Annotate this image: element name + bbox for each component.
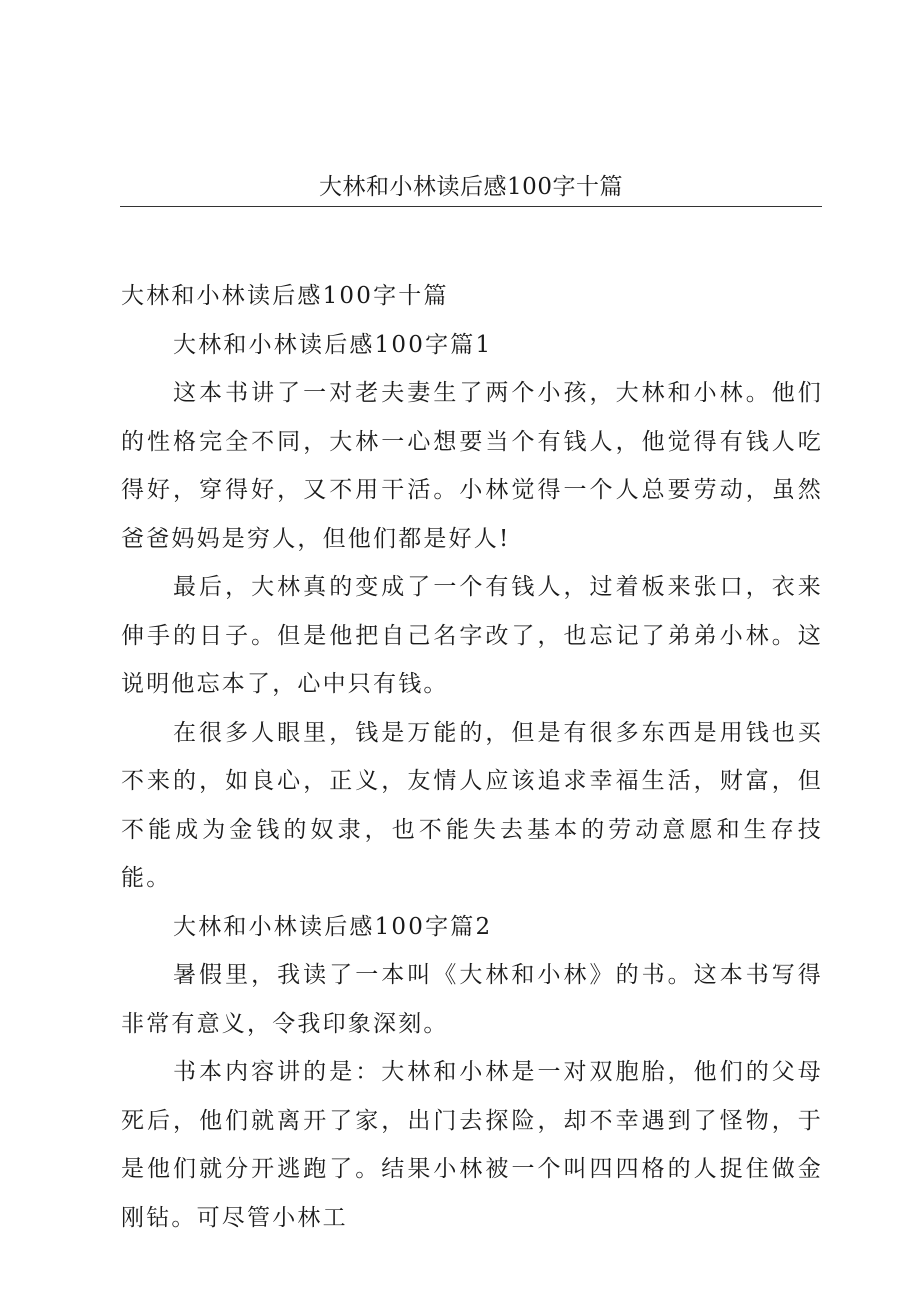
paragraph: 书本内容讲的是：大林和小林是一对双胞胎，他们的父母死后，他们就离开了家，出门去探险，却不幸遇到了怪物，于是他们就分开逃跑了。结果小林被一个叫四四格的人捉住做金刚钻。可尽管小林工 — [121, 1059, 823, 1231]
paragraph: 最后，大林真的变成了一个有钱人，过着板来张口，衣来伸手的日子。但是他把自己名字改了，也忘记了弟弟小林。这说明他忘本了，心中只有钱。 — [121, 574, 823, 697]
paragraph: 暑假里，我读了一本叫《大林和小林》的书。这本书写得非常有意义，令我印象深刻。 — [121, 962, 823, 1037]
section-heading: 大林和小林读后感100字篇2 — [173, 913, 493, 940]
section-heading: 大林和小林读后感100字篇1 — [173, 331, 493, 358]
paragraph: 这本书讲了一对老夫妻生了两个小孩，大林和小林。他们的性格完全不同，大林一心想要当个有钱人，他觉得有钱人吃得好，穿得好，又不用干活。小林觉得一个人总要劳动，虽然爸爸妈妈是穷人，但他们都是好人! — [121, 380, 823, 552]
page-header — [120, 170, 822, 207]
document-title: 大林和小林读后感100字十篇 — [121, 283, 449, 309]
header-title: 大林和小林读后感100字十篇 — [319, 174, 623, 200]
document-body — [121, 272, 823, 1242]
paragraph: 在很多人眼里，钱是万能的，但是有很多东西是用钱也买不来的，如良心，正义，友情人应该追求幸福生活，财富，但不能成为金钱的奴隶，也不能失去基本的劳动意愿和生存技能。 — [121, 719, 823, 891]
